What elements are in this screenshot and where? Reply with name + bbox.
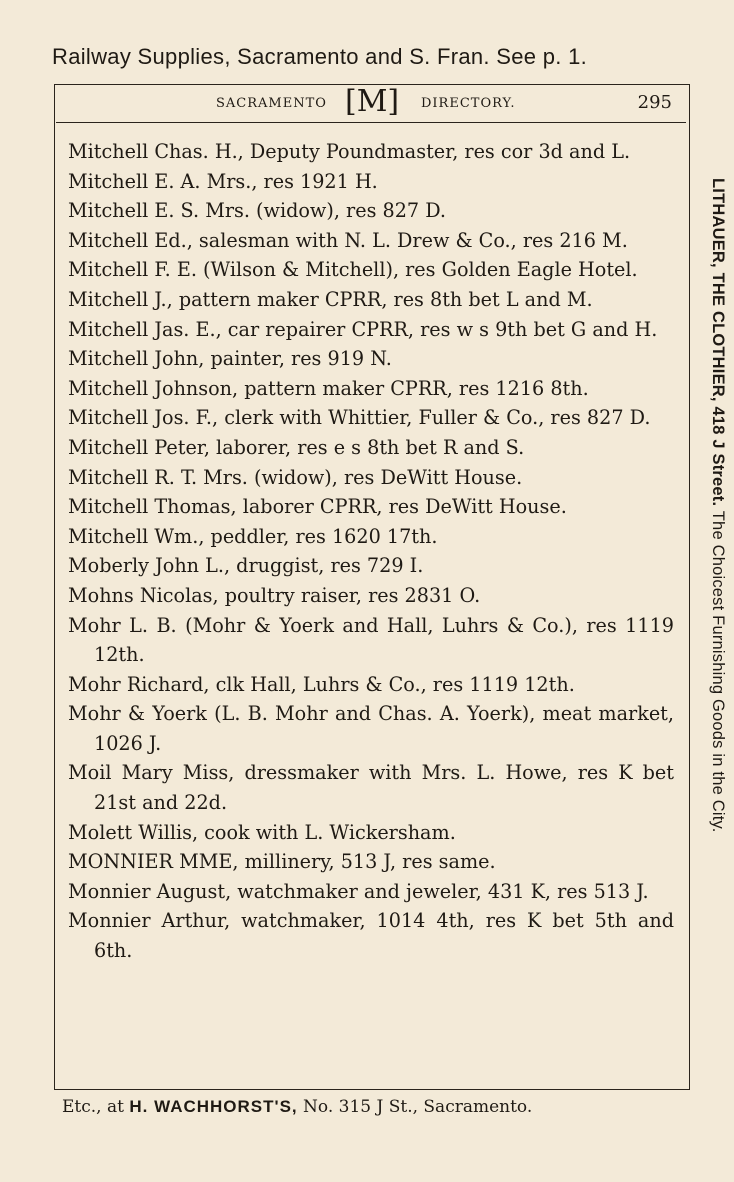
directory-entry: Moberly John L., druggist, res 729 I. [68, 554, 424, 578]
bottom-advertisement-name: H. WACHHORST'S, [129, 1097, 298, 1116]
running-head-right: DIRECTORY. [421, 96, 516, 111]
running-head [56, 84, 686, 123]
directory-entry: Mitchell Chas. H., Deputy Poundmaster, res cor 3d and L. [68, 140, 631, 163]
directory-entry: Mitchell Jos. F., clerk with Whittier, Fuller & Co., res 827 D. [68, 406, 651, 430]
side-advertisement-text: The Choicest Furnishing Goods in the City. [709, 506, 727, 833]
directory-entry: Monnier Arthur, watchmaker, 1014 4th, res K bet 5th and 6th. [68, 909, 674, 963]
directory-entry: Mitchell John, painter, res 919 N. [68, 347, 392, 371]
side-advertisement-name: LITHAUER, THE CLOTHIER, 418 J Street. [709, 178, 727, 507]
bottom-advertisement [62, 1097, 692, 1117]
directory-entry: Mitchell Peter, laborer, res e s 8th bet R and S. [68, 435, 525, 459]
directory-entries [68, 137, 674, 966]
directory-entry: Mitchell F. E. (Wilson & Mitchell), res Golden Eagle Hotel. [68, 258, 638, 282]
page-number: 295 [637, 92, 672, 113]
directory-entry: Mitchell J., pattern maker CPRR, res 8th bet L and M. [68, 287, 593, 311]
directory-entry: Mitchell E. S. Mrs. (widow), res 827 D. [68, 199, 447, 223]
directory-entry: Mohns Nicolas, poultry raiser, res 2831 O. [68, 583, 481, 607]
directory-entry: Mitchell R. T. Mrs. (widow), res DeWitt House. [68, 465, 523, 489]
side-advertisement [708, 178, 727, 833]
directory-entry: Molett Willis, cook with L. Wickersham. [68, 820, 456, 844]
directory-entry: Monnier August, watchmaker and jeweler, 431 K, res 513 J. [68, 879, 649, 903]
directory-entry: MONNIER MME, millinery, 513 J, res same. [68, 850, 496, 874]
directory-entry: Mitchell Wm., peddler, res 1620 17th. [68, 524, 438, 548]
running-head-left: SACRAMENTO [216, 96, 327, 111]
running-head-letter: [M] [345, 84, 400, 119]
directory-entry: Mitchell Jas. E., car repairer CPRR, res w s 9th bet G and H. [68, 317, 658, 341]
directory-entry: Mohr Richard, clk Hall, Luhrs & Co., res 1119 12th. [68, 672, 575, 696]
bottom-advertisement-suffix: No. 315 J St., Sacramento. [297, 1097, 533, 1117]
directory-entry: Mohr & Yoerk (L. B. Mohr and Chas. A. Yoerk), meat market, 1026 J. [68, 702, 674, 755]
directory-entry: Mitchell E. A. Mrs., res 1921 H. [68, 169, 378, 193]
directory-entry: Mitchell Thomas, laborer CPRR, res DeWitt House. [68, 495, 567, 519]
directory-entry: Mitchell Johnson, pattern maker CPRR, res 1216 8th. [68, 376, 589, 400]
directory-entry: Mitchell Ed., salesman with N. L. Drew & Co., res 216 M. [68, 228, 628, 252]
top-advertisement: Railway Supplies, Sacramento and S. Fran. See p. 1. [52, 44, 588, 69]
directory-entry: Moil Mary Miss, dressmaker with Mrs. L. Howe, res K bet 21st and 22d. [68, 761, 674, 815]
directory-entry: Mohr L. B. (Mohr & Yoerk and Hall, Luhrs & Co.), res 1119 12th. [68, 613, 674, 667]
bottom-advertisement-prefix: Etc., at [62, 1097, 130, 1117]
